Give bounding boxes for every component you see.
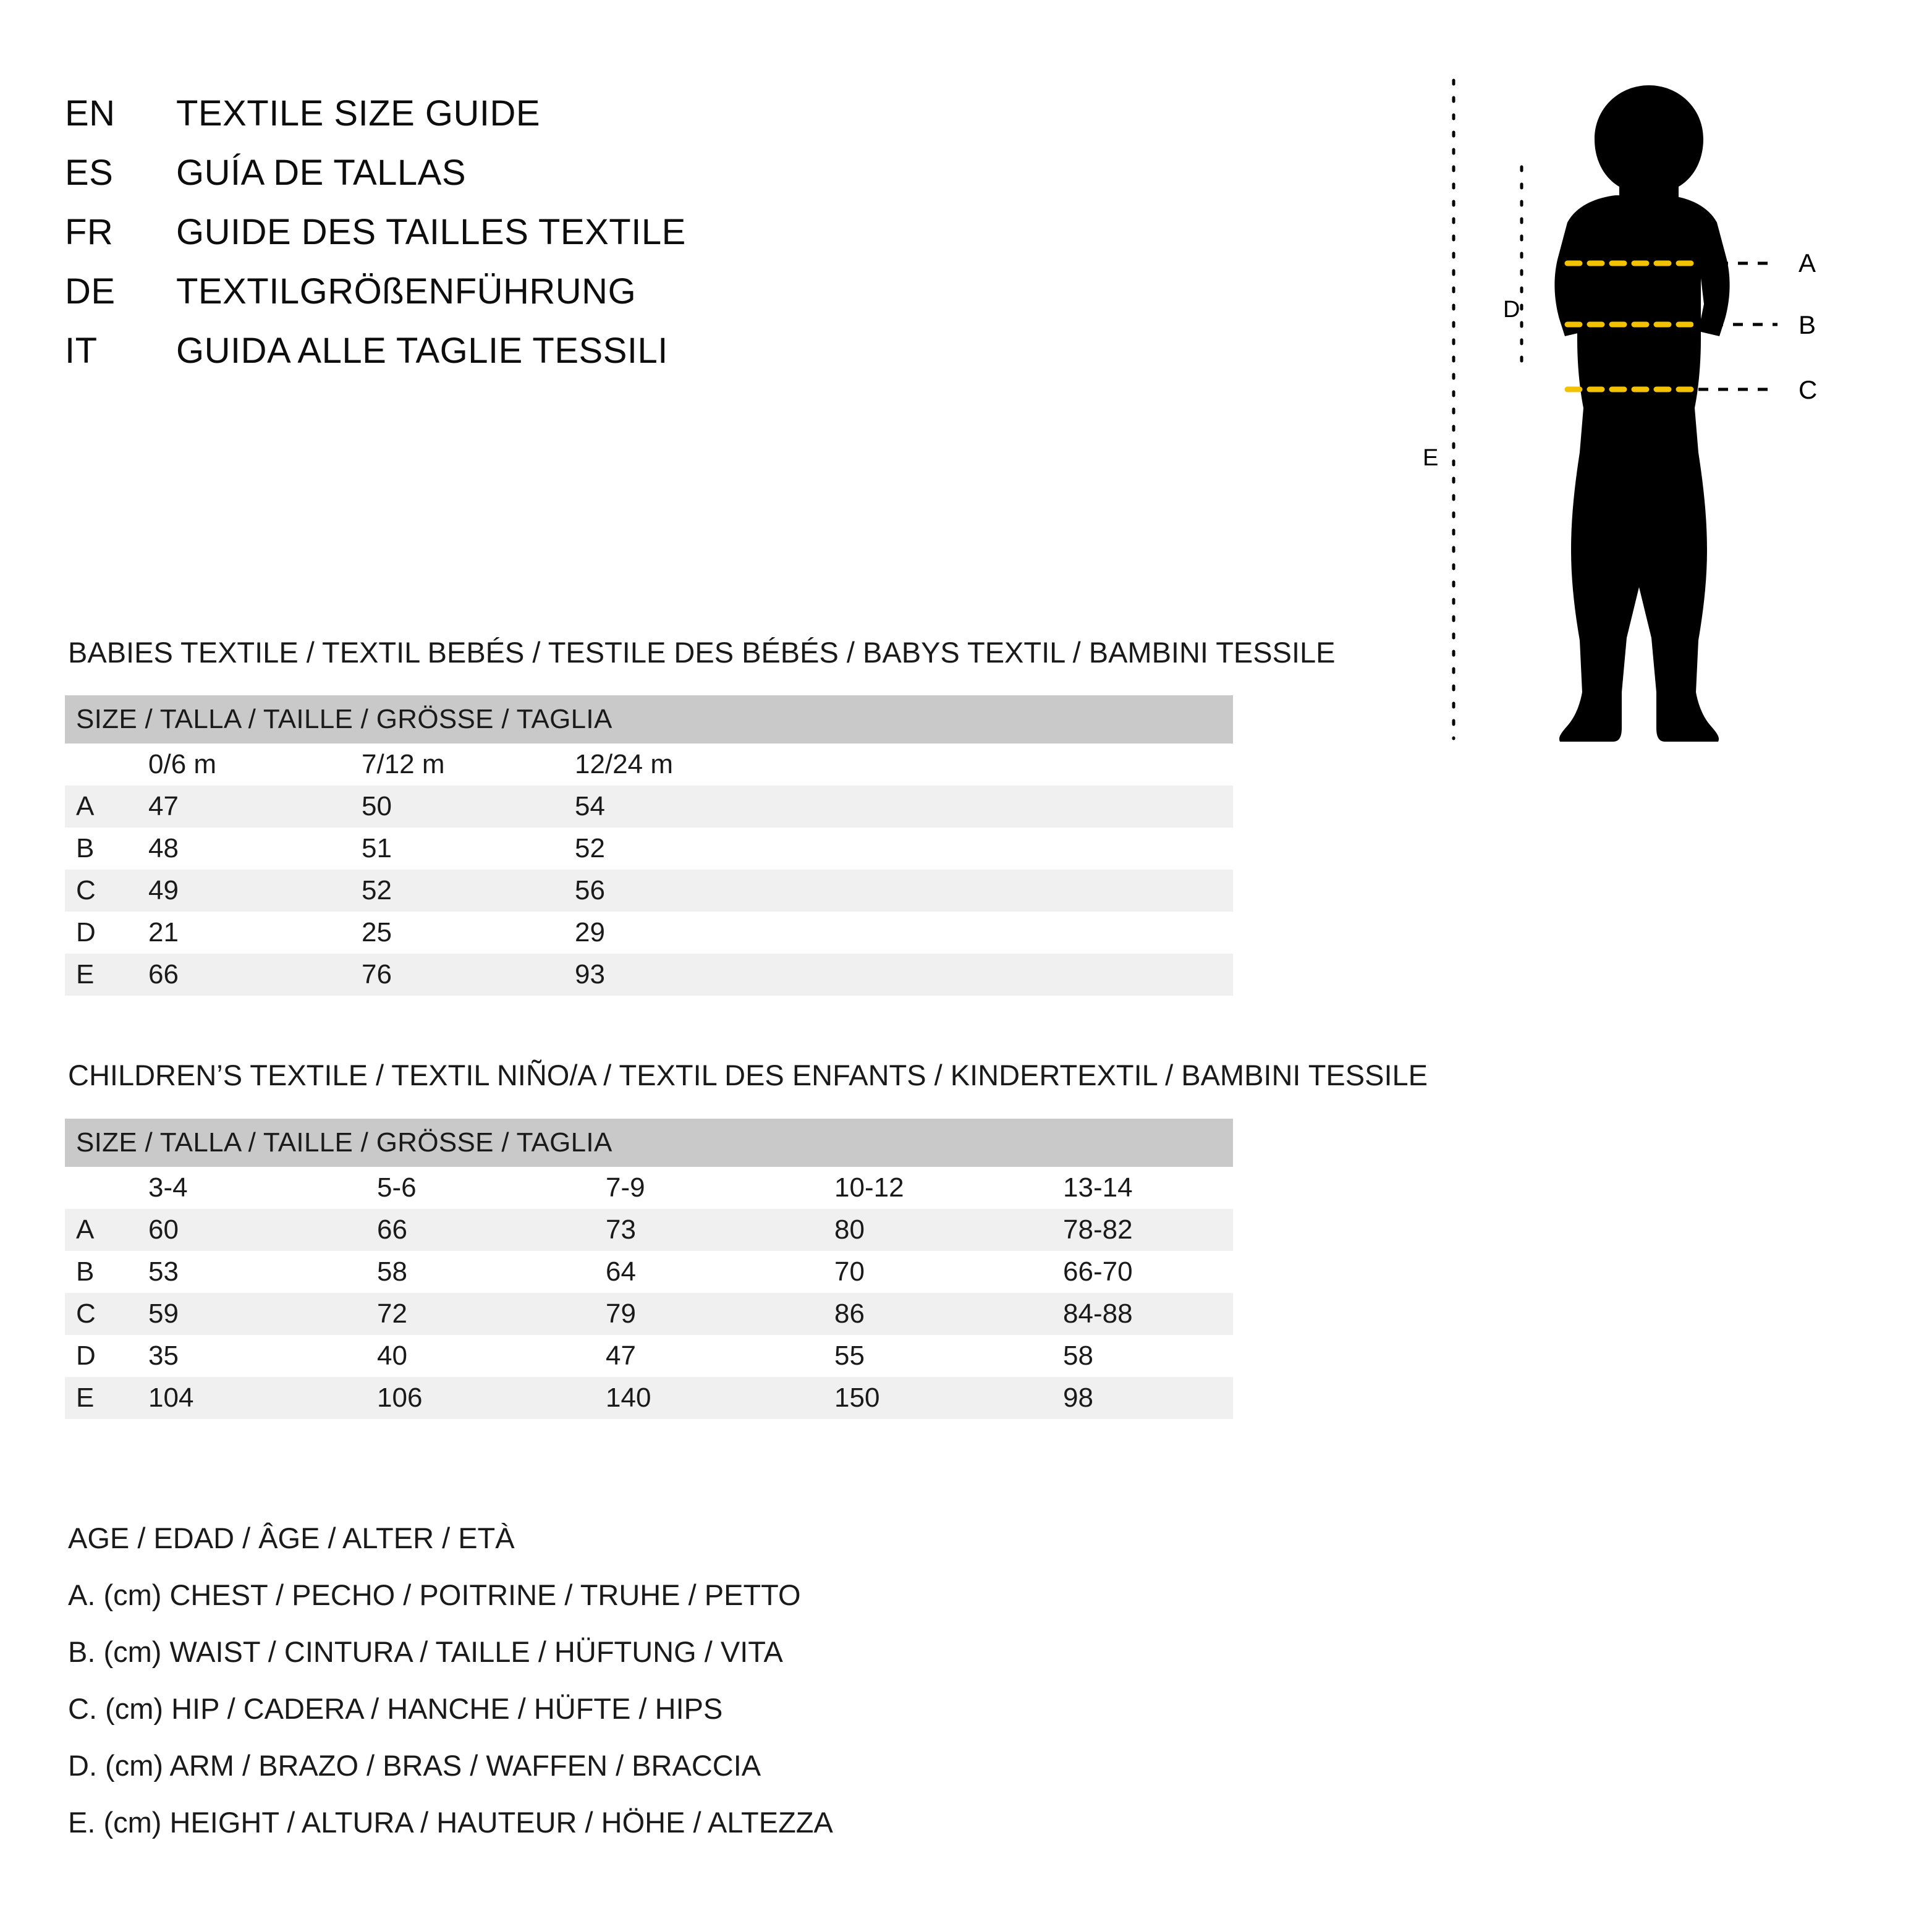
babies-size-table <box>65 695 1233 996</box>
title-row-it <box>65 330 1177 389</box>
title-block <box>65 93 1177 389</box>
children-c-1: 72 <box>377 1293 606 1335</box>
table-row <box>65 786 1233 828</box>
babies-d-1: 25 <box>362 912 575 954</box>
babies-c-1: 52 <box>362 870 575 912</box>
figure-label-d: D <box>1503 297 1520 323</box>
children-column-row <box>65 1167 1233 1209</box>
legend-height: E. (cm) HEIGHT / ALTURA / HAUTEUR / HÖHE / ALTEZZA <box>68 1806 833 1839</box>
figure-label-c: C <box>1799 375 1818 404</box>
babies-c-0: 49 <box>148 870 362 912</box>
babies-b-1: 51 <box>362 828 575 870</box>
babies-row-label-c: C <box>65 870 148 912</box>
figure-label-b: B <box>1799 310 1816 339</box>
babies-column-row <box>65 744 1233 786</box>
babies-col-2: 12/24 m <box>575 744 788 786</box>
title-lang-de: DE <box>65 271 116 311</box>
babies-row-label-e: E <box>65 954 148 996</box>
title-row-en <box>65 93 1177 152</box>
title-lang-it: IT <box>65 331 98 371</box>
children-d-2: 47 <box>606 1335 834 1377</box>
children-d-0: 35 <box>148 1335 377 1377</box>
title-row-de <box>65 271 1177 330</box>
children-a-3: 80 <box>834 1209 1063 1251</box>
children-col-2: 7-9 <box>606 1167 834 1209</box>
title-lang-en: EN <box>65 93 116 133</box>
children-e-2: 140 <box>606 1377 834 1419</box>
babies-a-1: 50 <box>362 786 575 828</box>
babies-row-label-b: B <box>65 828 148 870</box>
children-row-label-e: E <box>65 1377 148 1419</box>
children-b-2: 64 <box>606 1251 834 1293</box>
legend-arm: D. (cm) ARM / BRAZO / BRAS / WAFFEN / BRACCIA <box>68 1749 761 1782</box>
title-text-fr: GUIDE DES TAILLES TEXTILE <box>176 212 686 252</box>
children-c-2: 79 <box>606 1293 834 1335</box>
table-row <box>65 912 1233 954</box>
children-d-1: 40 <box>377 1335 606 1377</box>
title-text-en: TEXTILE SIZE GUIDE <box>176 93 541 133</box>
children-d-4: 58 <box>1063 1335 1233 1377</box>
babies-e-1: 76 <box>362 954 575 996</box>
children-col-0: 3-4 <box>148 1167 377 1209</box>
babies-d-2: 29 <box>575 912 788 954</box>
children-b-0: 53 <box>148 1251 377 1293</box>
children-e-0: 104 <box>148 1377 377 1419</box>
table-row <box>65 1293 1233 1335</box>
child-silhouette <box>1554 85 1729 742</box>
title-lang-fr: FR <box>65 212 114 252</box>
babies-row-label-d: D <box>65 912 148 954</box>
children-col-4: 13-14 <box>1063 1167 1233 1209</box>
legend-waist: B. (cm) WAIST / CINTURA / TAILLE / HÜFTUNG / VITA <box>68 1635 783 1668</box>
children-row-label-c: C <box>65 1293 148 1335</box>
table-row <box>65 1209 1233 1251</box>
children-b-4: 66-70 <box>1063 1251 1233 1293</box>
children-a-0: 60 <box>148 1209 377 1251</box>
title-text-de: TEXTILGRÖßENFÜHRUNG <box>176 271 637 311</box>
children-e-3: 150 <box>834 1377 1063 1419</box>
children-row-label-b: B <box>65 1251 148 1293</box>
table-row <box>65 1335 1233 1377</box>
babies-b-2: 52 <box>575 828 788 870</box>
children-b-1: 58 <box>377 1251 606 1293</box>
children-e-4: 98 <box>1063 1377 1233 1419</box>
table-row <box>65 954 1233 996</box>
title-lang-es: ES <box>65 153 114 193</box>
children-col-corner <box>65 1167 148 1209</box>
title-row-fr <box>65 211 1177 271</box>
babies-col-0: 0/6 m <box>148 744 362 786</box>
table-row <box>65 1251 1233 1293</box>
title-text-it: GUIDA ALLE TAGLIE TESSILI <box>176 331 668 371</box>
children-a-2: 73 <box>606 1209 834 1251</box>
children-e-1: 106 <box>377 1377 606 1419</box>
babies-table-header-row <box>65 695 1233 744</box>
children-col-3: 10-12 <box>834 1167 1063 1209</box>
legend-hip: C. (cm) HIP / CADERA / HANCHE / HÜFTE / HIPS <box>68 1692 723 1725</box>
babies-row-label-a: A <box>65 786 148 828</box>
babies-a-2: 54 <box>575 786 788 828</box>
children-col-1: 5-6 <box>377 1167 606 1209</box>
figure-label-e: E <box>1423 445 1439 471</box>
babies-e-2: 93 <box>575 954 788 996</box>
children-c-4: 84-88 <box>1063 1293 1233 1335</box>
table-row <box>65 828 1233 870</box>
children-row-label-a: A <box>65 1209 148 1251</box>
table-row <box>65 1377 1233 1419</box>
title-row-es <box>65 152 1177 211</box>
babies-col-1: 7/12 m <box>362 744 575 786</box>
babies-c-2: 56 <box>575 870 788 912</box>
babies-section-heading: BABIES TEXTILE / TEXTIL BEBÉS / TESTILE DES BÉBÉS / BABYS TEXTIL / BAMBINI TESSILE <box>68 636 1336 669</box>
children-c-3: 86 <box>834 1293 1063 1335</box>
table-row <box>65 870 1233 912</box>
babies-d-0: 21 <box>148 912 362 954</box>
children-size-header: SIZE / TALLA / TAILLE / GRÖSSE / TAGLIA <box>65 1119 1233 1167</box>
babies-col-corner <box>65 744 148 786</box>
title-text-es: GUÍA DE TALLAS <box>176 153 467 193</box>
children-b-3: 70 <box>834 1251 1063 1293</box>
children-c-0: 59 <box>148 1293 377 1335</box>
children-d-3: 55 <box>834 1335 1063 1377</box>
measurement-legend <box>68 1523 1428 1865</box>
children-row-label-d: D <box>65 1335 148 1377</box>
legend-chest: A. (cm) CHEST / PECHO / POITRINE / TRUHE / PETTO <box>68 1578 801 1611</box>
children-a-1: 66 <box>377 1209 606 1251</box>
children-a-4: 78-82 <box>1063 1209 1233 1251</box>
legend-age: AGE / EDAD / ÂGE / ALTER / ETÀ <box>68 1522 515 1554</box>
children-table-header-row <box>65 1119 1233 1167</box>
measurement-figure <box>1409 74 1854 760</box>
children-section-heading: CHILDREN’S TEXTILE / TEXTIL NIÑO/A / TEXTIL DES ENFANTS / KINDERTEXTIL / BAMBINI TESSILE <box>68 1059 1428 1091</box>
babies-a-0: 47 <box>148 786 362 828</box>
babies-b-0: 48 <box>148 828 362 870</box>
babies-e-0: 66 <box>148 954 362 996</box>
children-size-table <box>65 1119 1233 1419</box>
figure-label-a: A <box>1799 248 1816 278</box>
babies-size-header: SIZE / TALLA / TAILLE / GRÖSSE / TAGLIA <box>65 695 1233 744</box>
